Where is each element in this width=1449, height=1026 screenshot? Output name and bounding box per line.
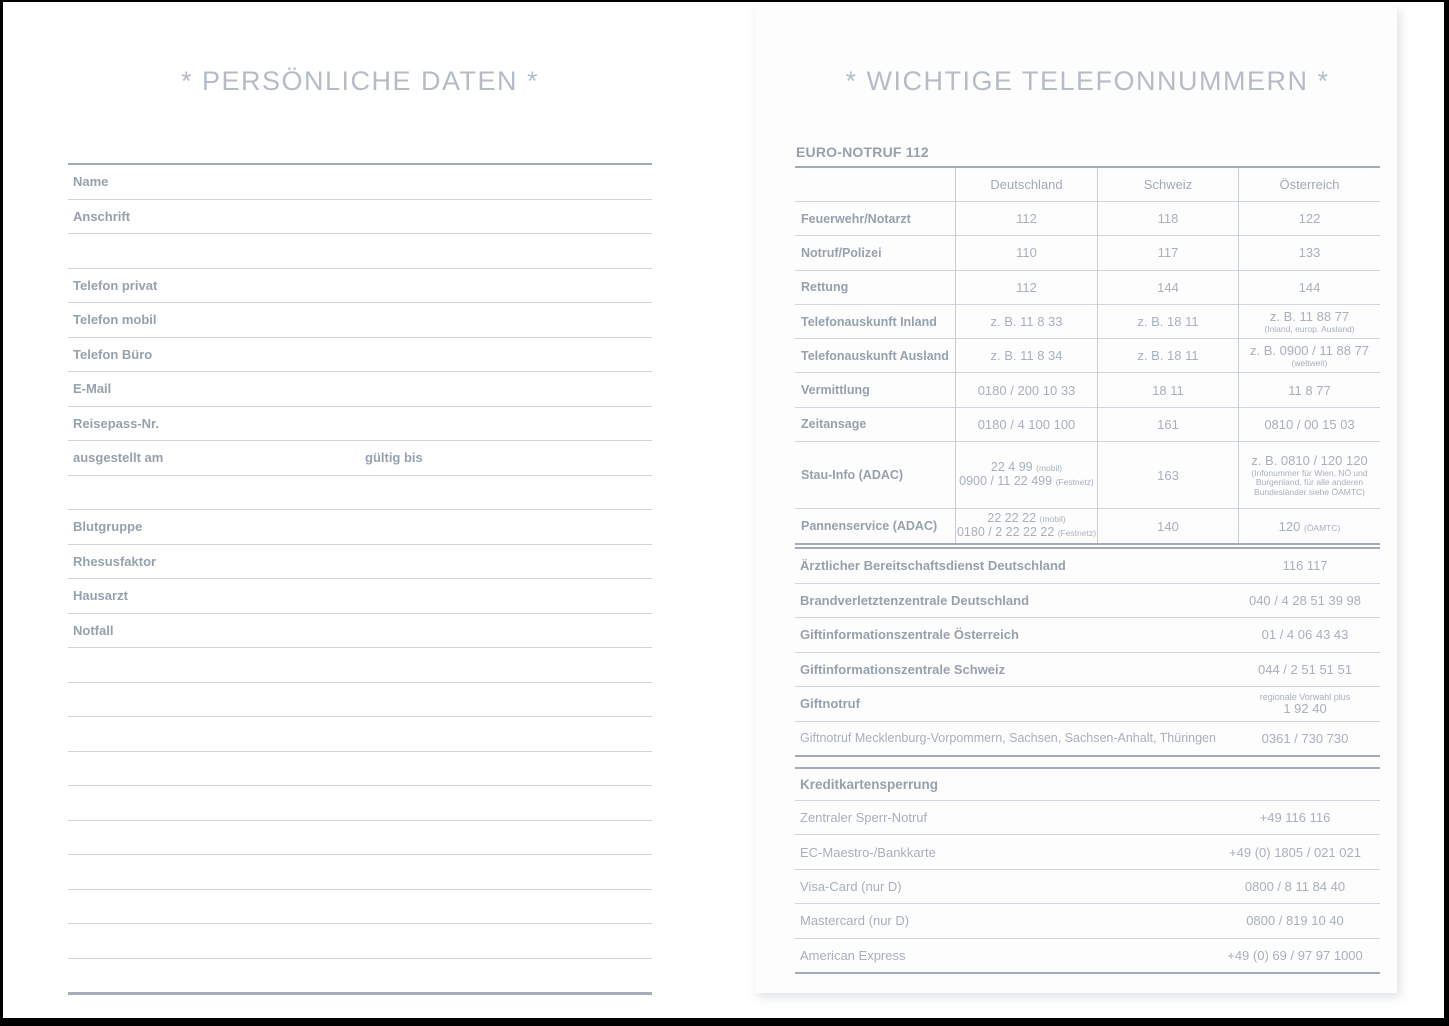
row-label: Notruf/Polizei <box>801 245 882 260</box>
table-row-giftnotruf-regional <box>795 722 1380 758</box>
row-label: American Express <box>800 947 906 963</box>
ruled-line <box>68 924 652 959</box>
table-row-stau-info <box>795 442 1380 509</box>
row-value: +49 116 116 <box>1259 810 1331 826</box>
row-label: Feuerwehr/Notarzt <box>801 211 911 226</box>
form-row-ausgestellt <box>68 441 652 476</box>
value-schweiz: z. B. 18 11 <box>1137 314 1199 330</box>
value-oesterreich: z. B. 0900 / 11 88 77 <box>1249 343 1369 359</box>
table-row-gift-oesterreich <box>795 618 1380 653</box>
value-oesterreich-note: (Inland, europ. Ausland) <box>1264 323 1355 334</box>
row-label: Giftnotruf <box>800 696 860 712</box>
form-row-email <box>68 372 652 407</box>
table-row-auskunft-inland <box>795 305 1380 339</box>
table-row-sperr-notruf <box>795 801 1380 835</box>
value-deutschland: 112 <box>1016 279 1037 295</box>
field-label-telefon-buero: Telefon Büro <box>73 346 153 362</box>
field-label-blutgruppe: Blutgruppe <box>73 519 143 535</box>
value-oesterreich: 120 (ÖAMTC) <box>1278 518 1341 534</box>
value-schweiz: 140 <box>1157 518 1179 534</box>
notdienste-table <box>795 547 1380 757</box>
value-oesterreich: 122 <box>1298 211 1321 227</box>
field-label-gueltig-bis: gültig bis <box>365 450 423 466</box>
value-oesterreich: 133 <box>1298 245 1321 261</box>
value-note: (ÖAMTC) <box>1303 522 1341 533</box>
ruled-line <box>68 476 652 511</box>
row-label: Giftinformationszentrale Schweiz <box>800 661 1006 677</box>
table-row-pannenservice <box>795 509 1380 545</box>
value-oesterreich: z. B. 11 88 77 <box>1269 308 1350 324</box>
value-schweiz: 163 <box>1157 467 1179 483</box>
table-row-polizei <box>795 236 1380 270</box>
ruled-line <box>68 821 652 856</box>
ruled-line <box>68 648 652 683</box>
row-label: Pannenservice (ADAC) <box>801 519 938 534</box>
field-label-rhesusfaktor: Rhesusfaktor <box>73 553 157 569</box>
field-label-hausarzt: Hausarzt <box>73 588 128 604</box>
form-row-reisepass <box>68 407 652 442</box>
ruled-line <box>68 683 652 718</box>
ruled-line <box>68 890 652 925</box>
form-row-telefon-privat <box>68 269 652 304</box>
row-label: Giftinformationszentrale Österreich <box>800 627 1019 643</box>
value-deutschland-festnetz: 0900 / 11 22 499 (Festnetz) <box>959 474 1094 489</box>
row-label: Ärztlicher Bereitschaftsdienst Deutschland <box>800 558 1066 574</box>
row-value: +49 (0) 69 / 97 97 1000 <box>1227 947 1363 963</box>
kreditkartensperrung-header: Kreditkartensperrung <box>800 777 939 792</box>
table-row-ec-maestro <box>795 835 1380 869</box>
table-row-giftnotruf <box>795 687 1380 722</box>
kreditkartensperrung-table <box>795 767 1380 974</box>
field-label-telefon-privat: Telefon privat <box>73 277 158 293</box>
row-value: 01 / 4 06 43 43 <box>1261 627 1349 643</box>
value-deutschland: 0180 / 200 10 33 <box>977 382 1076 398</box>
row-label: Rettung <box>801 280 849 295</box>
value-deutschland-mobil: 22 22 22 (mobil) <box>987 510 1066 525</box>
euro-notruf-table <box>795 166 1380 545</box>
table-row-gift-schweiz <box>795 653 1380 688</box>
form-row-rhesusfaktor <box>68 545 652 580</box>
value-deutschland-mobil: 22 4 99 (mobil) <box>990 459 1063 474</box>
header-cell-deutschland: Deutschland <box>955 168 1097 201</box>
section-header-row <box>795 769 1380 801</box>
table-row-visa <box>795 870 1380 904</box>
table-row-zeitansage <box>795 408 1380 442</box>
row-label: Mastercard (nur D) <box>800 913 910 929</box>
row-label: Vermittlung <box>801 383 870 398</box>
form-row-blutgruppe <box>68 510 652 545</box>
form-row-name <box>68 165 652 200</box>
row-label: Giftnotruf Mecklenburg-Vorpommern, Sachsen, Sachsen-Anhalt, Thüringen <box>800 731 1216 746</box>
ruled-line <box>68 752 652 787</box>
table-row-american-express <box>795 939 1380 974</box>
header-cell-schweiz: Schweiz <box>1097 168 1238 201</box>
header-cell-oesterreich: Österreich <box>1238 168 1380 201</box>
ruled-line <box>68 234 652 269</box>
value-note: (mobil) <box>1036 462 1063 473</box>
row-label: Stau-Info (ADAC) <box>801 468 904 483</box>
row-value: 0361 / 730 730 <box>1261 730 1349 746</box>
value-oesterreich-note: (weltweit) <box>1291 358 1328 369</box>
field-label-reisepass: Reisepass-Nr. <box>73 415 159 431</box>
phone-numbers-title: * WICHTIGE TELEFONNUMMERN * <box>845 66 1330 96</box>
value-note: (Festnetz) <box>1057 528 1097 539</box>
field-label-ausgestellt-am: ausgestellt am <box>73 450 164 466</box>
field-label-anschrift: Anschrift <box>73 208 131 224</box>
value-oesterreich: 11 8 77 <box>1288 382 1331 398</box>
row-value: regionale Vorwahl plus 1 92 40 <box>1230 692 1380 715</box>
personal-data-title: * PERSÖNLICHE DATEN * <box>180 66 540 96</box>
row-value: 0800 / 819 10 40 <box>1246 913 1344 929</box>
row-value: 0800 / 8 11 84 40 <box>1244 878 1346 894</box>
euro-notruf-header: EURO-NOTRUF 112 <box>796 144 929 160</box>
table-row-mastercard <box>795 904 1380 938</box>
form-row-telefon-mobil <box>68 303 652 338</box>
value-deutschland: z. B. 11 8 34 <box>990 348 1063 364</box>
table-row-rettung <box>795 271 1380 305</box>
row-label: Telefonauskunft Inland <box>801 314 937 329</box>
value-deutschland: 0180 / 4 100 100 <box>977 416 1076 432</box>
value-oesterreich: 0810 / 00 15 03 <box>1264 416 1355 432</box>
value-schweiz: 144 <box>1157 279 1179 295</box>
value-schweiz: 161 <box>1157 416 1179 432</box>
value-schweiz: 117 <box>1157 245 1179 261</box>
value-deutschland-festnetz: 0180 / 2 22 22 22 (Festnetz) <box>956 525 1097 540</box>
ruled-line <box>68 959 652 996</box>
value-deutschland: z. B. 11 8 33 <box>990 314 1063 330</box>
table-row-bereitschaftsdienst <box>795 549 1380 584</box>
table-header-row <box>795 168 1380 202</box>
row-label: Brandverletztenzentrale Deutschland <box>800 592 1030 608</box>
header-cell-empty <box>795 168 955 201</box>
value-deutschland: 110 <box>1016 245 1037 261</box>
ruled-line <box>68 855 652 890</box>
table-row-brandverletzten <box>795 584 1380 619</box>
table-row-auskunft-ausland <box>795 339 1380 373</box>
value-oesterreich: z. B. 0810 / 120 120 <box>1251 452 1368 468</box>
field-label-email: E-Mail <box>73 381 112 397</box>
row-value: 040 / 4 28 51 39 98 <box>1248 592 1362 608</box>
table-row-feuerwehr <box>795 202 1380 236</box>
row-label: EC-Maestro-/Bankkarte <box>800 844 936 860</box>
field-label-telefon-mobil: Telefon mobil <box>73 312 157 328</box>
value-schweiz: 118 <box>1157 211 1179 227</box>
row-value: 044 / 2 51 51 51 <box>1258 661 1352 677</box>
row-value: +49 (0) 1805 / 021 021 <box>1229 844 1361 860</box>
value-note: (mobil) <box>1039 513 1066 524</box>
form-row-hausarzt <box>68 579 652 614</box>
value-deutschland: 112 <box>1016 211 1037 227</box>
form-row-notfall <box>68 614 652 649</box>
personal-data-form <box>68 163 652 995</box>
value-oesterreich-note: (Infonummer für Wien, NÖ und Burgenland, für alle anderen Bundesländer siehe ÖAMTC) <box>1251 467 1368 497</box>
form-row-telefon-buero <box>68 338 652 373</box>
field-label-notfall: Notfall <box>73 622 114 638</box>
value-oesterreich: 144 <box>1298 279 1321 295</box>
ruled-line <box>68 786 652 821</box>
value-schweiz: 18 11 <box>1152 382 1184 398</box>
value-schweiz: z. B. 18 11 <box>1137 348 1199 364</box>
row-label: Telefonauskunft Ausland <box>801 348 949 363</box>
table-row-vermittlung <box>795 373 1380 407</box>
value-note: (Festnetz) <box>1055 477 1094 488</box>
row-value: 116 117 <box>1282 558 1328 574</box>
row-label: Zentraler Sperr-Notruf <box>800 810 928 826</box>
row-label: Zeitansage <box>801 417 867 432</box>
ruled-line <box>68 717 652 752</box>
form-row-anschrift <box>68 200 652 235</box>
field-label-name: Name <box>73 174 109 190</box>
row-label: Visa-Card (nur D) <box>800 878 902 894</box>
row-value-note: regionale Vorwahl plus <box>1259 692 1351 703</box>
